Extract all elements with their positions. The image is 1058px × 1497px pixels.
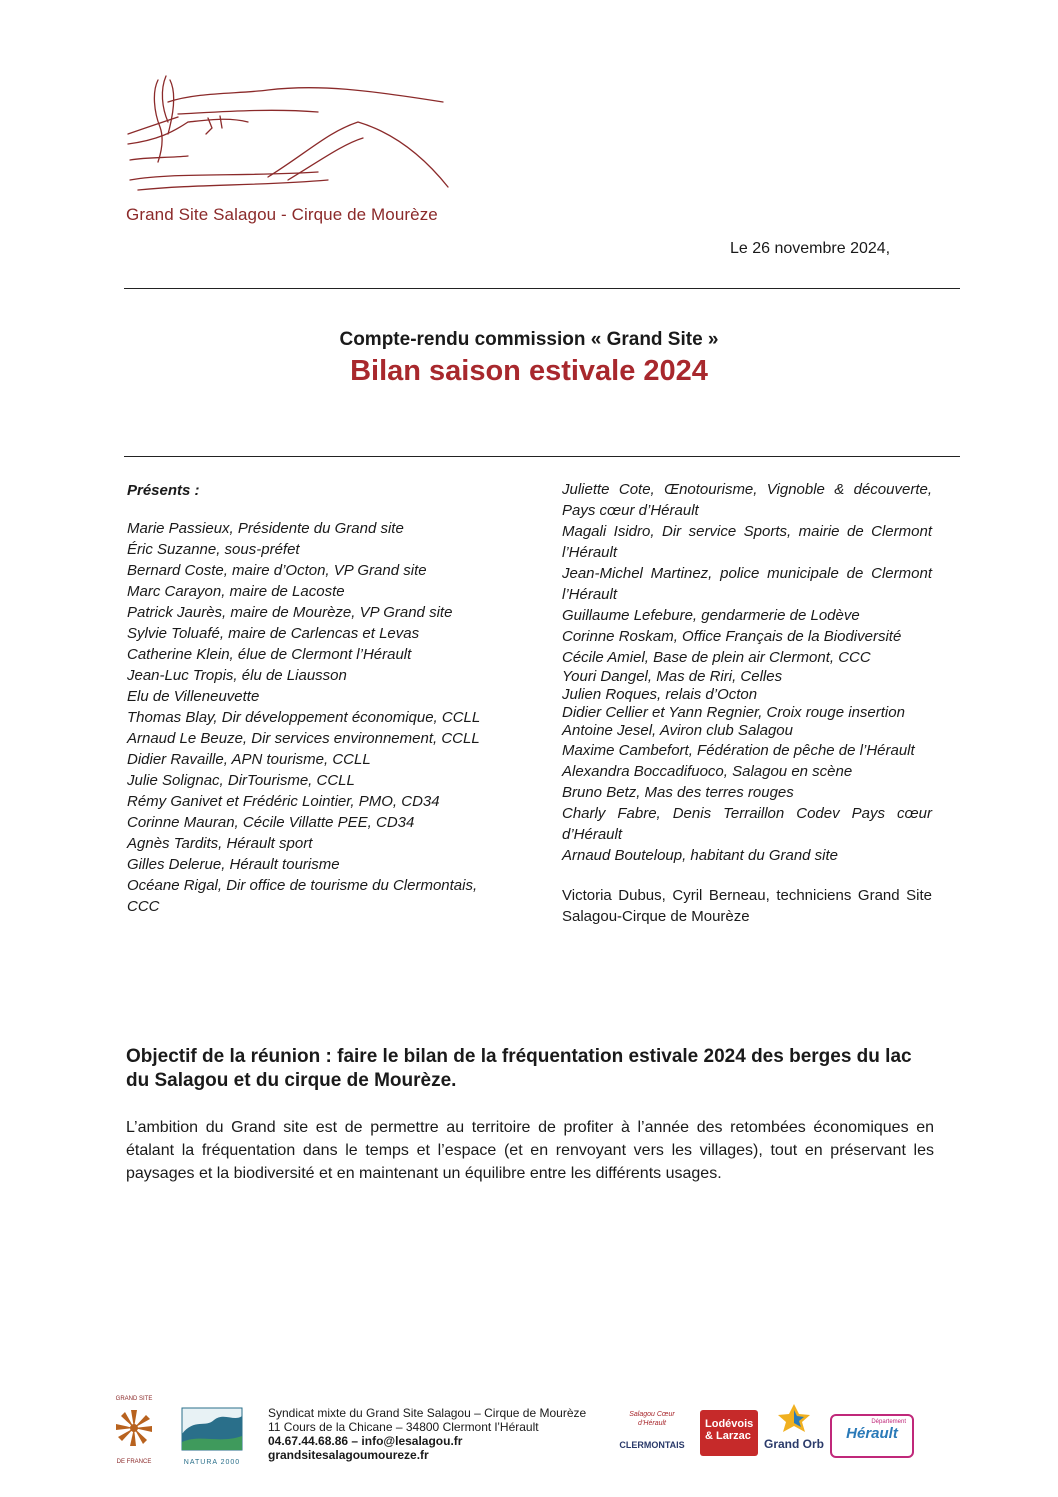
attendees-left-column — [127, 480, 507, 917]
attendee: Éric Suzanne, sous-préfet — [127, 541, 300, 558]
ambition-paragraph: L’ambition du Grand site est de permettre au territoire de profiter à l’année des retombées économiques en étalant la fréquentation dans le temps et l’espace (et en renvoyant vers les villages), tout en préservant les paysages et la biodiversité et en maintenant un équilibre entre les différents usages. — [126, 1119, 934, 1182]
attendee: Sylvie Toluafé, maire de Carlencas et Levas — [127, 625, 420, 642]
attendee: Guillaume Lefebure, gendarmerie de Lodève — [562, 607, 860, 624]
attendee: Didier Ravaille, APN tourisme, CCLL — [127, 751, 371, 768]
logo-caption: Grand Site Salagou - Cirque de Mourèze — [126, 205, 438, 224]
attendee: Marie Passieux, Présidente du Grand site — [127, 520, 404, 537]
natura-2000-logo: NATURA 2000 — [180, 1404, 244, 1466]
attendee: Magali Isidro, Dir service Sports, mairie de Clermont l’Hérault — [562, 523, 932, 561]
attendee: Maxime Cambefort, Fédération de pêche de l’Hérault — [562, 742, 915, 759]
document-date: Le 26 novembre 2024, — [730, 240, 891, 257]
attendee: Juliette Cote, Œnotourisme, Vignoble & découverte, Pays cœur d’Hérault — [562, 481, 932, 519]
attendee: Julien Roques, relais d’Octon — [562, 686, 758, 703]
sun-spiral-icon — [110, 1402, 158, 1454]
attendee: Catherine Klein, élue de Clermont l’Hérault — [127, 646, 412, 663]
attendee: Jean-Luc Tropis, élu de Liausson — [127, 667, 347, 684]
attendee: Rémy Ganivet et Frédéric Lointier, PMO, CD34 — [127, 793, 440, 810]
attendee: Cécile Amiel, Base de plein air Clermont, CCC — [562, 649, 871, 666]
attendee: Arnaud Bouteloup, habitant du Grand site — [562, 847, 839, 864]
footer-phone-email: 04.67.44.68.86 – info@lesalagou.fr — [268, 1434, 463, 1448]
attendee: Gilles Delerue, Hérault tourisme — [127, 856, 340, 873]
star-icon — [762, 1402, 826, 1432]
presents-label: Présents : — [127, 482, 200, 499]
attendee: Julie Solignac, DirTourisme, CCLL — [127, 772, 355, 789]
attendee: Thomas Blay, Dir développement économique, CCLL — [127, 709, 481, 726]
footer-address: 11 Cours de la Chicane – 34800 Clermont l’Hérault — [268, 1420, 539, 1434]
attendee: Bruno Betz, Mas des terres rouges — [562, 784, 794, 801]
attendee: Bernard Coste, maire d’Octon, VP Grand site — [127, 562, 427, 579]
attendee: Agnès Tardits, Hérault sport — [127, 835, 313, 852]
document-subtitle: Compte-rendu commission « Grand Site » — [339, 329, 719, 350]
attendee: Alexandra Boccadifuoco, Salagou en scène — [562, 763, 853, 780]
divider-bottom — [124, 456, 960, 457]
attendee: Corinne Mauran, Cécile Villatte PEE, CD34 — [127, 814, 415, 831]
grand-site-de-france-logo: GRAND SITE DE FRANCE — [110, 1396, 158, 1468]
attendee: Didier Cellier et Yann Regnier, Croix rouge insertion — [562, 704, 905, 721]
footer-website: grandsitesalagoumoureze.fr — [268, 1448, 429, 1462]
attendee: Patrick Jaurès, maire de Mourèze, VP Grand site — [127, 604, 453, 621]
clermontais-logo: Salagou Cœur d’Hérault CLERMONTAIS — [619, 1411, 685, 1450]
attendee: Charly Fabre, Denis Terraillon Codev Pays cœur d’Hérault — [562, 805, 932, 843]
attendee: Corinne Roskam, Office Français de la Biodiversité — [562, 628, 902, 645]
document-title: Bilan saison estivale 2024 — [350, 355, 708, 387]
footer-org: Syndicat mixte du Grand Site Salagou – Cirque de Mourèze — [268, 1406, 587, 1420]
divider-top — [124, 288, 960, 289]
lodevois-larzac-logo: Lodévois & Larzac — [700, 1410, 758, 1456]
attendee: Antoine Jesel, Aviron club Salagou — [562, 722, 793, 739]
attendee: Marc Carayon, maire de Lacoste — [127, 583, 345, 600]
attendee: Jean-Michel Martinez, police municipale de Clermont l’Hérault — [562, 565, 932, 603]
herault-department-logo: Département Hérault — [830, 1414, 914, 1458]
grand-orb-logo: Grand Orb — [762, 1402, 826, 1460]
natura-landscape-icon — [180, 1404, 244, 1454]
attendee: Elu de Villeneuvette — [127, 688, 260, 705]
technicians: Victoria Dubus, Cyril Berneau, techniciens Grand Site Salagou-Cirque de Mourèze — [562, 887, 932, 925]
attendee: Océane Rigal, Dir office de tourisme du Clermontais, CCC — [127, 877, 478, 915]
attendee: Arnaud Le Beuze, Dir services environnement, CCLL — [127, 730, 480, 747]
footer-contact — [268, 1406, 586, 1462]
meeting-objective: Objectif de la réunion : faire le bilan de la fréquentation estivale 2024 des berges du lac du Salagou et du cirque de Mourèze. — [126, 1046, 912, 1091]
attendee: Youri Dangel, Mas de Riri, Celles — [562, 668, 783, 685]
attendees-right-column — [562, 479, 932, 927]
